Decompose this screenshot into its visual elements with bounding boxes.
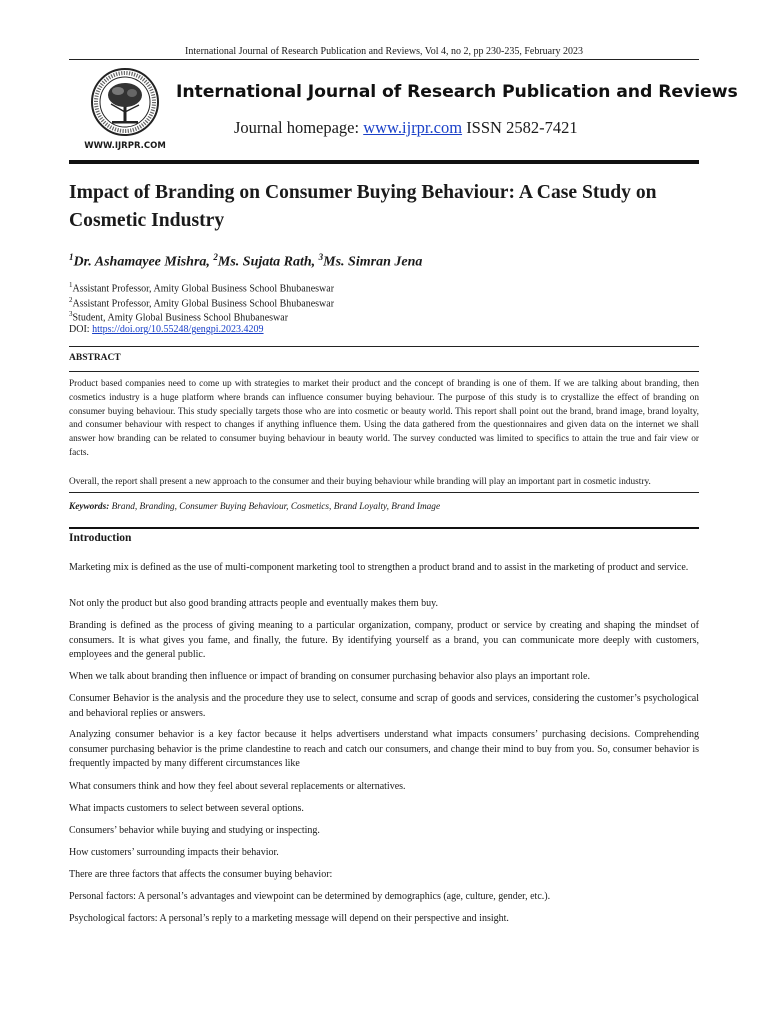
journal-homepage xyxy=(234,118,578,138)
keywords-label: Keywords: xyxy=(69,502,110,512)
intro-paragraph-10: How customers’ surrounding impacts their behavior. xyxy=(69,847,279,858)
intro-paragraph-2: Not only the product but also good branding attracts people and eventually makes them buy. xyxy=(69,598,438,609)
doi-link[interactable]: https://doi.org/10.55248/gengpi.2023.4209 xyxy=(92,324,264,335)
keywords-text: Brand, Branding, Consumer Buying Behaviour, Cosmetics, Brand Loyalty, Brand Image xyxy=(109,502,441,512)
journal-issn: ISSN 2582-7421 xyxy=(462,118,578,137)
journal-logo xyxy=(80,66,170,154)
abstract-bottom-rule xyxy=(69,492,699,493)
author-2-sup: 2 xyxy=(213,252,218,262)
abstract-top-rule xyxy=(69,346,699,347)
paper-title: Impact of Branding on Consumer Buying Behaviour: A Case Study on Cosmetic Industry xyxy=(69,182,657,231)
intro-paragraph-13: Psychological factors: A personal’s reply to a marketing message will depend on their perspective and insight. xyxy=(69,913,509,924)
intro-paragraph-12: Personal factors: A personal’s advantages and viewpoint can be determined by demographics (age, culture, gender, etc.). xyxy=(69,891,551,902)
affiliation-2-text: Assistant Professor, Amity Global Business School Bhubaneswar xyxy=(72,298,335,310)
journal-logo-image xyxy=(80,66,170,154)
journal-homepage-link[interactable]: www.ijrpr.com xyxy=(363,118,463,137)
affiliation-1 xyxy=(69,281,334,294)
intro-paragraph-11: There are three factors that affects the consumer buying behavior: xyxy=(69,869,333,880)
author-3-sup: 3 xyxy=(318,252,324,262)
affiliation-1-text: Assistant Professor, Amity Global Business School Bhubaneswar xyxy=(72,283,335,295)
intro-paragraph-9: Consumers’ behavior while buying and studying or inspecting. xyxy=(69,825,320,836)
abstract-paragraph-2: Overall, the report shall present a new approach to the consumer and their buying behaviour while branding will play an important part in cosmetic industry. xyxy=(69,477,651,487)
introduction-heading: Introduction xyxy=(69,532,132,544)
intro-paragraph-4: When we talk about branding then influence or impact of branding on consumer purchasing behavior also plays an important role. xyxy=(69,671,590,682)
abstract-heading-rule xyxy=(69,371,699,372)
doi-label: DOI: xyxy=(69,324,93,335)
author-1: Dr. Ashamayee Mishra, xyxy=(73,254,214,270)
author-2: Ms. Sujata Rath, xyxy=(217,254,319,270)
journal-title: International Journal of Research Publication and Reviews xyxy=(176,82,738,102)
affiliation-2-sup: 2 xyxy=(69,296,73,304)
affiliation-3-sup: 3 xyxy=(69,310,73,318)
affiliation-3 xyxy=(69,310,288,323)
affiliation-3-text: Student, Amity Global Business School Bhubaneswar xyxy=(72,312,289,324)
intro-paragraph-1: Marketing mix is defined as the use of multi-component marketing tool to strengthen a product brand and to assist in the marketing of product and service. xyxy=(69,562,689,573)
journal-homepage-label: Journal homepage: xyxy=(234,118,364,137)
affiliation-1-sup: 1 xyxy=(69,281,73,289)
author-1-sup: 1 xyxy=(69,252,74,262)
author-list xyxy=(69,252,422,271)
keywords-bottom-rule xyxy=(69,527,699,529)
author-3: Ms. Simran Jena xyxy=(323,254,423,270)
header-bottom-rule xyxy=(69,160,699,164)
intro-paragraph-5: Consumer Behavior is the analysis and the procedure they use to select, consume and scrap of goods and services, considering the customer’s psychological and behavioral replies or answers. xyxy=(69,693,699,719)
doi-line xyxy=(69,324,264,335)
running-header: International Journal of Research Publication and Reviews, Vol 4, no 2, pp 230-235, February 2023 xyxy=(185,46,583,57)
intro-paragraph-3: Branding is defined as the process of giving meaning to a particular organization, company, product or service by creating and shaping the mindset of consumers. It is what gives you fame, and finally, the future. By identifying yourself as a brand, you can communicate more deeply with customers, employees and the general public. xyxy=(69,620,699,661)
intro-paragraph-6: Analyzing consumer behavior is a key factor because it helps advertisers understand what impacts consumers’ purchasing decisions. Comprehending consumer purchasing behavior is the prime clandestine to reach and catch our consumers, and change their mind to buy from you. So, consumer behavior is frequently impacted by many different circumstances like xyxy=(69,729,699,770)
abstract-heading: ABSTRACT xyxy=(69,353,121,363)
abstract-paragraph-1: Product based companies need to come up with strategies to market their product and the concept of branding is one of them. If we are talking about branding, then cosmetics industry is a huge platform where brands can influence consumer buying behaviour. The purpose of this study is to crystallize the effect of branding on consumer buying behaviour. This study specially targets those who are into cosmetic or beauty world. This report shall point out the brand, brand image, brand loyalty, and consumer behaviour with respect to changes if anything influence them. Using the data gathered from the questionnaires and given data on the internet we shall answer how branding can be related to consumer buying behaviour in beauty world. The survey conducted was limited to specifics to attain the true and fair view or facts. xyxy=(69,379,699,458)
keywords-line xyxy=(69,502,440,512)
svg-text:WWW.IJRPR.COM: WWW.IJRPR.COM xyxy=(84,141,166,151)
intro-paragraph-7: What consumers think and how they feel about several replacements or alternatives. xyxy=(69,781,406,792)
header-top-rule xyxy=(69,59,699,60)
affiliation-2 xyxy=(69,296,334,309)
intro-paragraph-8: What impacts customers to select between several options. xyxy=(69,803,304,814)
